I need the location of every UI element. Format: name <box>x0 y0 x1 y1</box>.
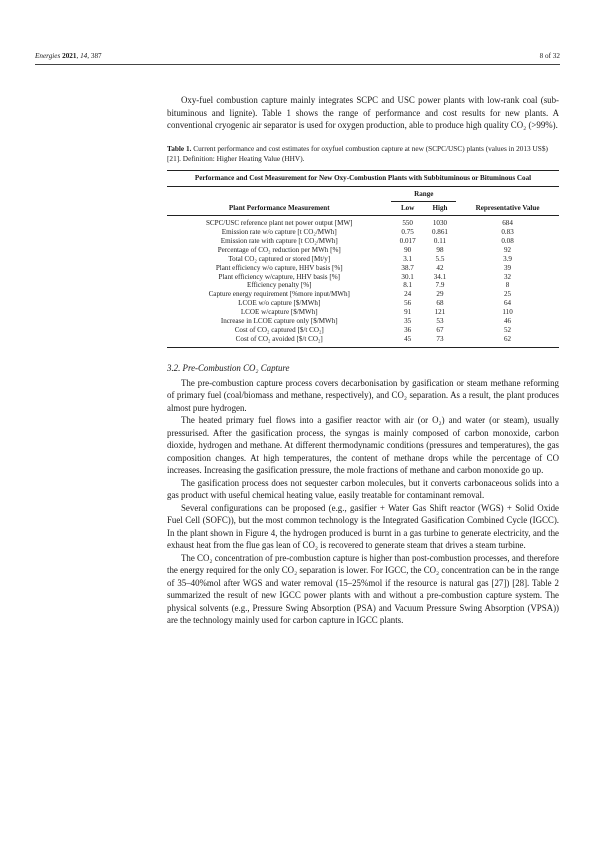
value-cell: 30.1 <box>401 272 414 281</box>
row-label-cell: Plant efficiency w/capture, HHV basis [%] <box>218 272 340 281</box>
row-label-cell: Capture energy requirement [%more input/MWh] <box>208 290 350 299</box>
table-row <box>167 335 559 347</box>
section-paragraph: The heated primary fuel flows into a gasifier reactor with air (or O₂) and water (or steam), usually pressurised. After the gasification process, the syngas is mainly composed of carbon monoxide, carbon dioxide, hydrogen and methane. At different thermodynamic conditions (pressures and temperatures), the gas composition changes. At high temperatures, the content of methane drops while the percentage of CO increases. Increasing the gasification pressure, the mole fractions of methane and carbon monoxide go up. <box>167 415 559 476</box>
value-cell: 64 <box>504 299 512 308</box>
section-body <box>167 377 559 627</box>
section-paragraph: Several configurations can be proposed (e.g., gasifier + Water Gas Shift reactor (WGS) + Solid Oxide Fuel Cell (SOFC)), but the most common technology is the Integrated Gasification Combined Cycle (IGCC). In the plant shown in Figure 4, the hydrogen produced is burnt in a gas turbine to generate electricity, and the exhaust heat from the flue gas lean of CO₂ is recovered to generate steam that drives a steam turbine. <box>167 502 559 551</box>
row-label-cell: Cost of CO₂ avoided [$/t CO₂] <box>167 335 391 347</box>
value-cell: 1030 <box>432 219 448 228</box>
journal-citation: Energies 2021, 14, 387 <box>35 52 102 60</box>
row-label-cell: Plant efficiency w/o capture, HHV basis [%] <box>215 263 343 272</box>
value-cell: 67 <box>436 325 444 334</box>
section-3-2 <box>167 362 559 627</box>
value-cell: 36 <box>404 325 412 334</box>
value-cell: 29 <box>436 290 444 299</box>
table-row <box>167 264 559 273</box>
value-cell: 90 <box>404 245 412 254</box>
value-cell: 98 <box>436 245 444 254</box>
intro-paragraph: Oxy-fuel combustion capture mainly integrates SCPC and USC power plants with low-rank coal (sub-bituminous and lignite). Table 1 shows the range of performance and cost results for new plants. A conventional cryogenic air separator is used for oxygen production, able to produce high quality CO₂ (>99%). <box>167 95 559 130</box>
article-number: 387 <box>90 52 102 60</box>
value-cell: 0.017 <box>399 236 416 245</box>
value-cell: 32 <box>504 272 512 281</box>
table-row <box>167 326 559 335</box>
value-cell: 73 <box>424 335 456 347</box>
value-cell: 684 <box>502 219 513 228</box>
table-row <box>167 237 559 246</box>
table-caption-text: Current performance and cost estimates for oxyfuel combustion capture at new (SCPC/USC) plants (values in 2013 US$) [21]. Definition: Higher Heating Value (HHV). <box>167 143 548 163</box>
table-row <box>167 281 559 290</box>
value-cell: 110 <box>502 308 513 317</box>
value-cell: 0.08 <box>501 236 514 245</box>
table-row <box>167 290 559 299</box>
row-label-cell: Percentage of CO₂ reduction per MWh [%] <box>217 245 341 254</box>
section-heading: 3.2. Pre-Combustion CO₂ Capture <box>167 362 290 373</box>
column-header: High <box>424 202 456 216</box>
value-cell: 38.7 <box>401 263 414 272</box>
value-cell: 45 <box>391 335 423 347</box>
value-cell: 24 <box>404 290 412 299</box>
value-cell: 0.11 <box>433 236 447 245</box>
table-row <box>167 255 559 264</box>
row-label-cell: Emission rate w/o capture [t CO₂/MWh] <box>221 228 337 237</box>
section-paragraph: The pre-combustion capture process covers decarbonisation by gasification or steam methane reforming of primary fuel (coal/biomass and methane, respectively), and CO₂ separation. As a result, the plant produces almost pure hydrogen. <box>167 377 559 413</box>
table-row <box>167 308 559 317</box>
table-row <box>167 246 559 255</box>
row-label-cell: Increase in LCOE capture only [$/MWh] <box>220 317 338 326</box>
journal-year: 2021 <box>62 52 77 60</box>
table-body <box>167 216 559 348</box>
value-cell: 53 <box>436 317 444 326</box>
value-cell: 52 <box>504 325 512 334</box>
table-title: Performance and Cost Measurement for New Oxy-Combustion Plants with Subbituminous or Bituminous Coal <box>167 171 559 187</box>
page-content <box>167 94 559 627</box>
value-cell: 8 <box>505 281 510 290</box>
value-cell: 46 <box>504 317 512 326</box>
value-cell: 34.1 <box>433 272 447 281</box>
table-caption <box>167 144 559 165</box>
column-header: Representative Value <box>456 202 559 216</box>
table-row <box>167 317 559 326</box>
value-cell: 62 <box>456 335 559 347</box>
value-cell: 7.9 <box>435 281 445 290</box>
value-cell: 3.1 <box>403 254 413 263</box>
journal-name: Energies <box>35 52 61 60</box>
row-label-cell: Efficiency penalty [%] <box>247 281 312 290</box>
table-row <box>167 216 559 228</box>
row-label-cell: Total CO₂ captured or stored [Mt/y] <box>228 254 331 263</box>
row-label-cell: SCPC/USC reference plant net power output [MW] <box>205 219 353 228</box>
value-cell: 0.861 <box>431 228 448 237</box>
row-label-cell: Emission rate with capture [t CO₂/MWh] <box>220 236 338 245</box>
value-cell: 25 <box>504 290 512 299</box>
table-row <box>167 299 559 308</box>
value-cell: 35 <box>404 317 412 326</box>
page-number: 8 of 32 <box>539 52 560 60</box>
header-rule <box>35 64 560 65</box>
column-header: Low <box>391 202 423 216</box>
row-label-cell: LCOE w/o capture [$/MWh] <box>238 299 321 308</box>
value-cell: 121 <box>434 308 446 317</box>
value-cell: 5.5 <box>435 254 445 263</box>
performance-cost-table <box>167 170 559 348</box>
journal-volume: 14 <box>80 52 88 60</box>
value-cell: 68 <box>436 299 444 308</box>
value-cell: 42 <box>436 263 444 272</box>
value-cell: 8.1 <box>403 281 413 290</box>
value-cell: 0.83 <box>501 228 514 237</box>
value-cell: 0.75 <box>401 228 414 237</box>
section-paragraph: The CO₂ concentration of pre-combustion capture is higher than post-combustion processes, and therefore the energy required for the only CO₂ separation is lower. For IGCC, the CO₂ concentration can be in the range of 35–40%mol after WGS and water removal (15–25%mol if the resource is natural gas [27]) [28]. Table 2 summarized the result of new IGCC power plants with and without a pre-combustion capture system. The physical solvents (e.g., Pressure Swing Absorption (PSA) and Vacuum Pressure Swing Absorption (VPSA)) are the technology mainly used for carbon capture in IGCC plants. <box>167 552 559 626</box>
row-label-cell: LCOE w/capture [$/MWh] <box>240 308 318 317</box>
table-caption-label: Table 1. <box>167 143 192 153</box>
row-label-cell: Cost of CO₂ captured [$/t CO₂] <box>234 325 324 334</box>
value-cell: 550 <box>402 219 413 228</box>
range-header: Range <box>391 187 456 202</box>
value-cell: 56 <box>404 299 412 308</box>
table-row <box>167 228 559 237</box>
value-cell: 39 <box>504 263 512 272</box>
section-paragraph: The gasification process does not sequester carbon molecules, but it converts carbonaceous solids into a gas product with useful chemical heating value, easily treatable for contaminant removal. <box>167 477 559 501</box>
value-cell: 92 <box>504 245 512 254</box>
value-cell: 91 <box>404 308 412 317</box>
table-row <box>167 273 559 282</box>
value-cell: 3.9 <box>503 254 512 263</box>
column-header: Plant Performance Measurement <box>167 202 391 216</box>
